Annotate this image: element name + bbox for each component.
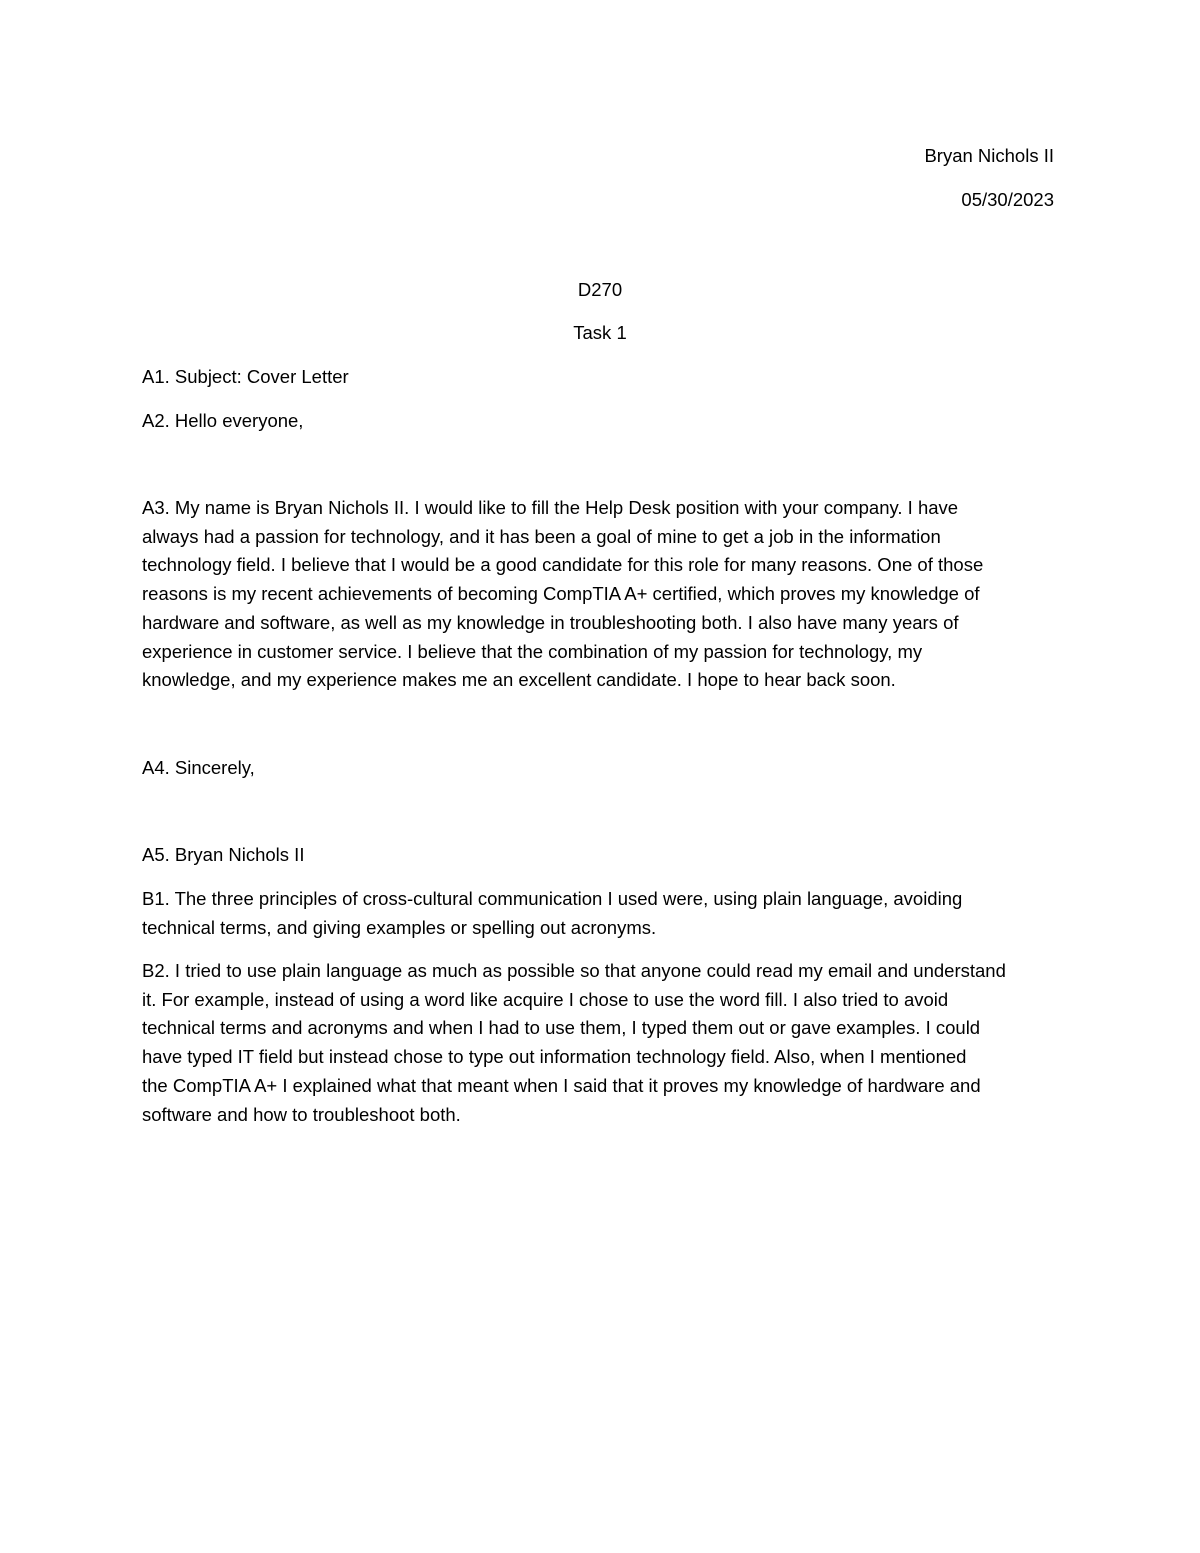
b1-line: B1. The three principles of cross-cultural communication I used were, using plain language, avoiding — [142, 888, 963, 909]
course-code: D270 — [577, 279, 623, 300]
letter-signature: A5. Bryan Nichols II — [142, 844, 305, 865]
author-name: Bryan Nichols II — [924, 145, 1054, 166]
letter-closing: A4. Sincerely, — [142, 757, 255, 778]
b2-line: software and how to troubleshoot both. — [142, 1103, 461, 1125]
body-line: hardware and software, as well as my knowledge in troubleshooting both. I also have many years of — [142, 611, 959, 633]
letter-body — [142, 494, 1072, 695]
section-b2 — [142, 957, 1072, 1129]
letter-greeting: A2. Hello everyone, — [142, 410, 304, 431]
body-line: A3. My name is Bryan Nichols II. I would like to fill the Help Desk position with your company. I have — [142, 497, 959, 518]
b2-line: the CompTIA A+ I explained what that meant when I said that it proves my knowledge of hardware and — [142, 1074, 981, 1096]
b2-line: B2. I tried to use plain language as much as possible so that anyone could read my email and understand — [142, 960, 1006, 981]
task-title: Task 1 — [573, 322, 627, 343]
body-line: experience in customer service. I believe that the combination of my passion for technology, my — [142, 640, 923, 662]
body-line: technology field. I believe that I would be a good candidate for this role for many reasons. One of those — [142, 554, 984, 576]
b2-line: technical terms and acronyms and when I had to use them, I typed them out or gave examples. I could — [142, 1017, 981, 1039]
document-date: 05/30/2023 — [961, 189, 1054, 210]
body-line: reasons is my recent achievements of becoming CompTIA A+ certified, which proves my knowledge of — [142, 583, 980, 605]
section-b1 — [142, 885, 1072, 942]
b1-line: technical terms, and giving examples or spelling out acronyms. — [142, 916, 657, 938]
body-line: knowledge, and my experience makes me an excellent candidate. I hope to hear back soon. — [142, 669, 896, 691]
b2-line: have typed IT field but instead chose to type out information technology field. Also, when I mentioned — [142, 1046, 967, 1068]
letter-subject: A1. Subject: Cover Letter — [142, 366, 349, 387]
b2-line: it. For example, instead of using a word like acquire I chose to use the word fill. I also tried to avoid — [142, 988, 949, 1010]
body-line: always had a passion for technology, and it has been a goal of mine to get a job in the information — [142, 525, 941, 547]
